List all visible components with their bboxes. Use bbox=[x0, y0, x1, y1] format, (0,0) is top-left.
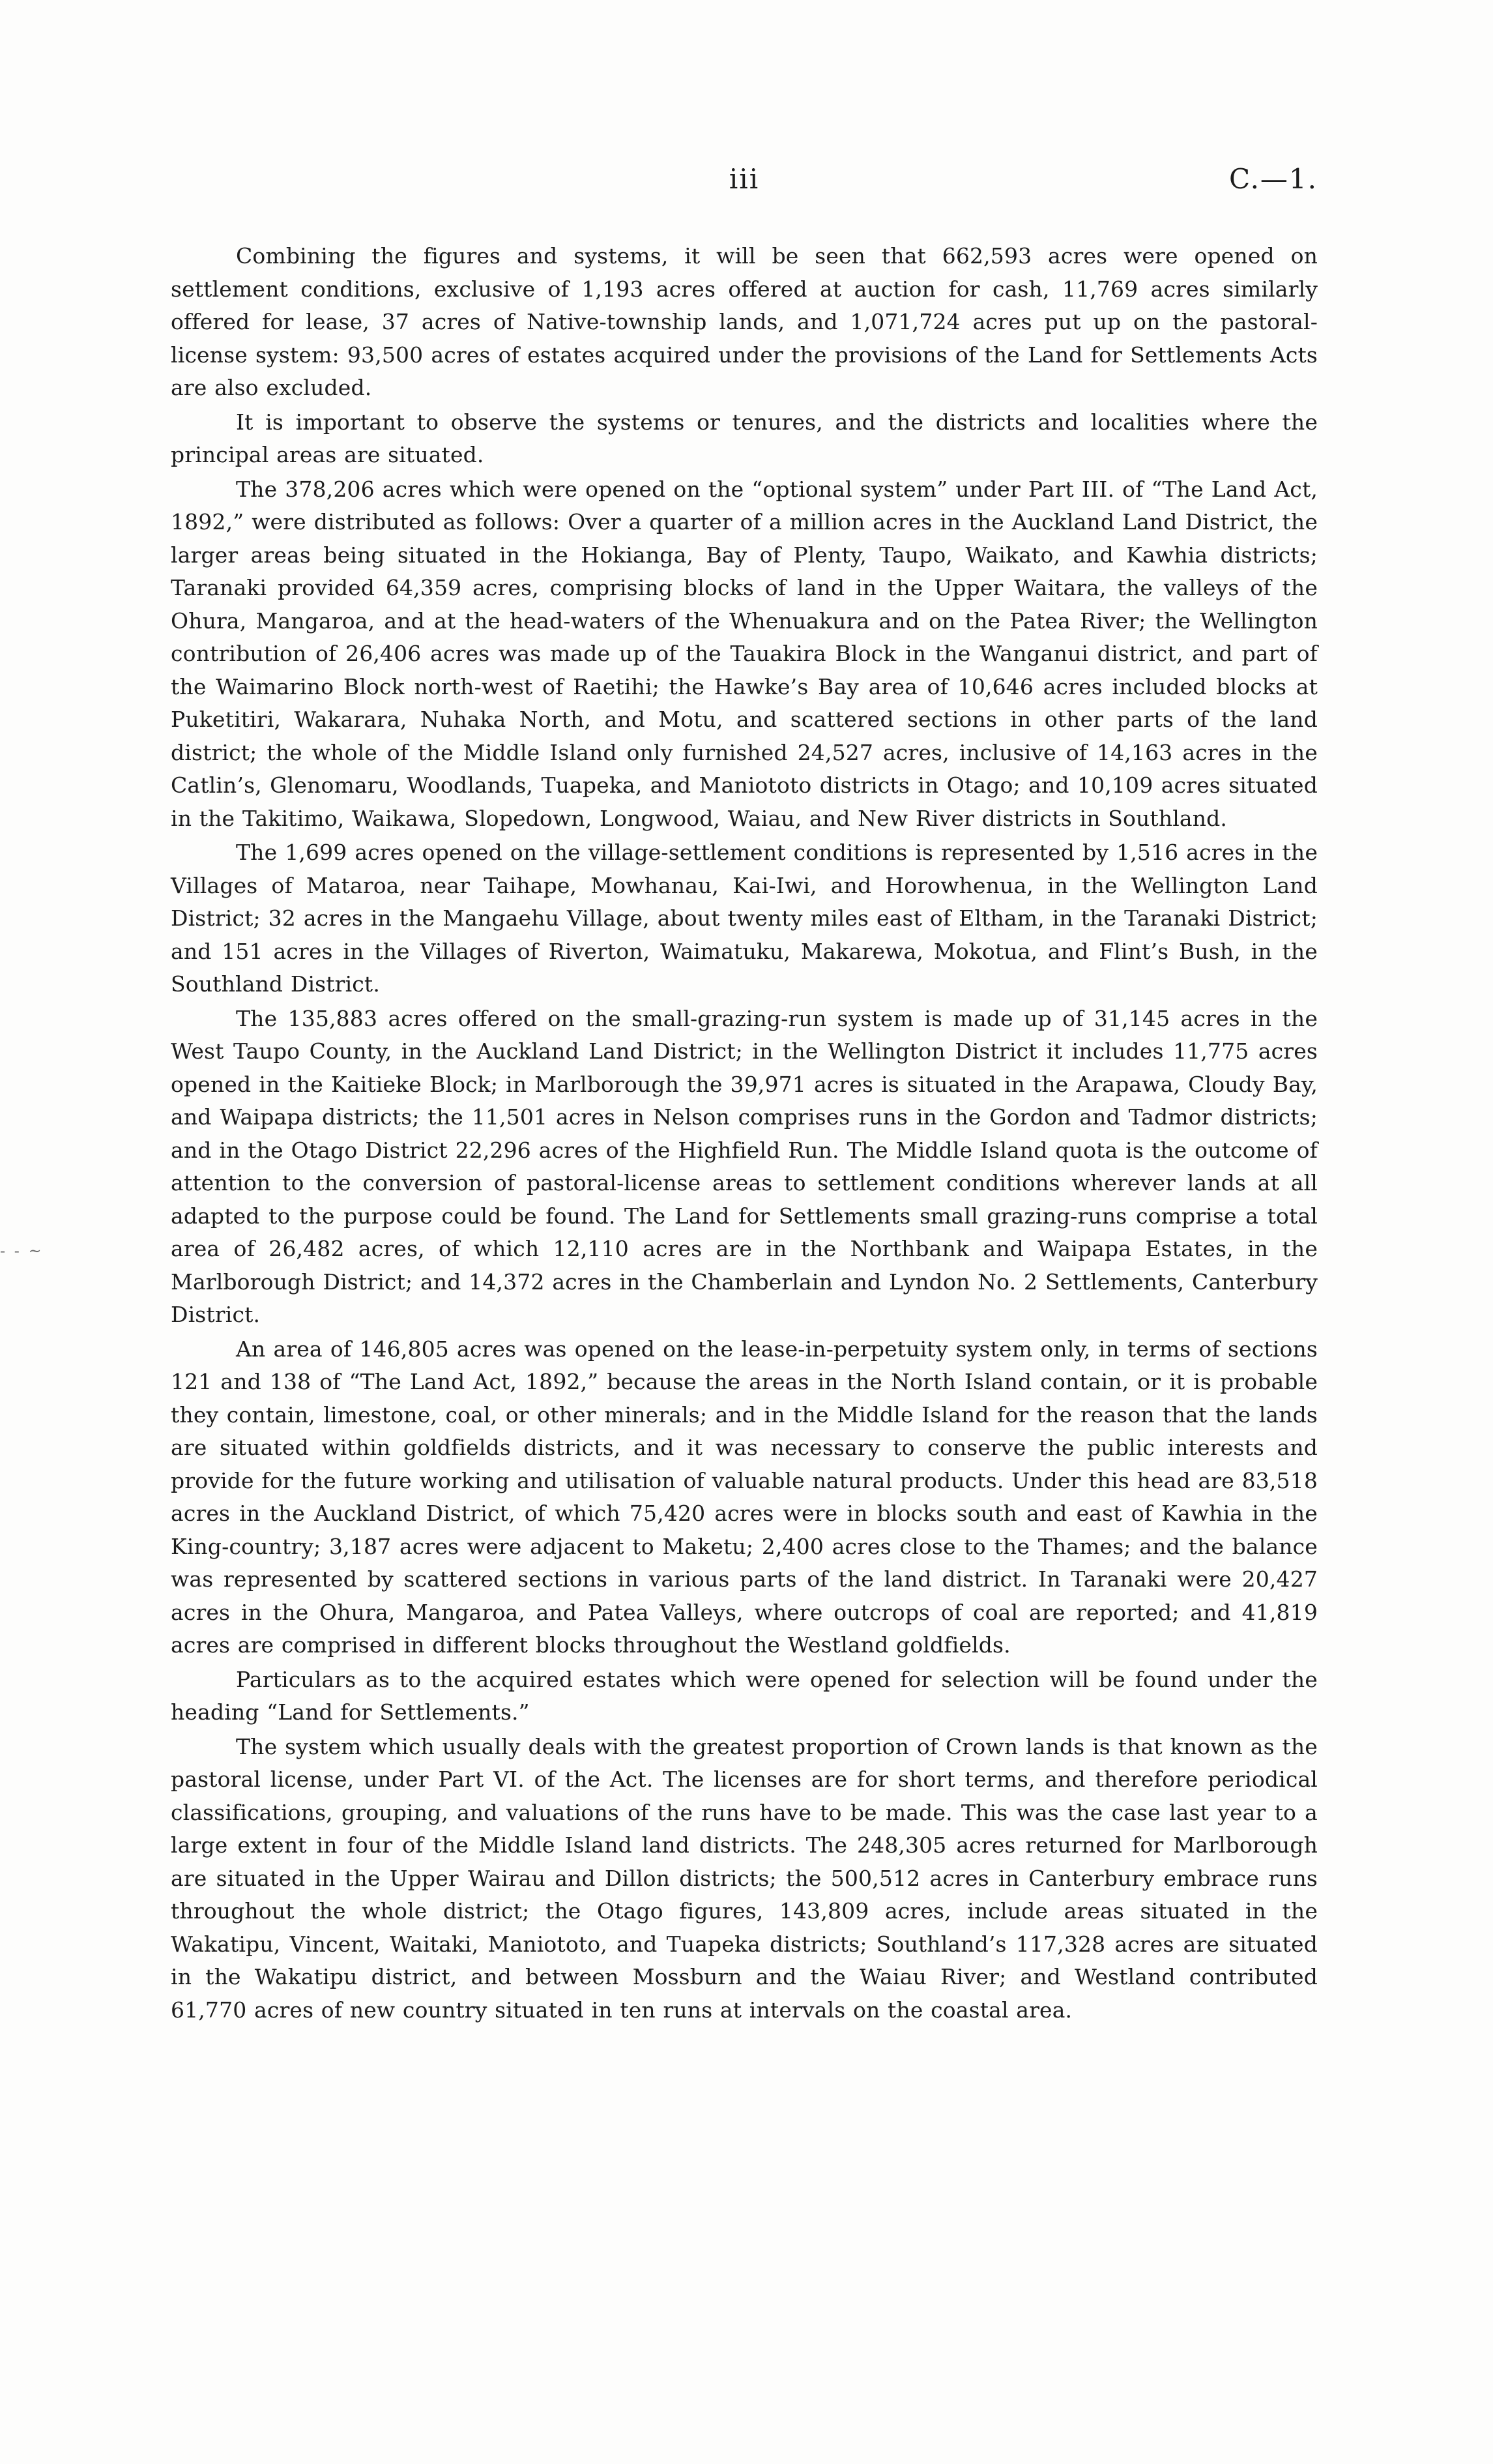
paragraph-small-grazing-run: The 135,883 acres offered on the small-grazing-run system is made up of 31,145 acres in the West Taupo County, in the Auckland Land District; in the Wellington District it includes 11,775 acres opened in the Kaitieke Block; in Marlborough the 39,971 acres is situated in the Arapawa, Cloudy Bay, and Waipapa districts; the 11,501 acres in Nelson comprises runs in the Gordon and Tadmor districts; and in the Otago District 22,296 acres of the Highfield Run. The Middle Island quota is the outcome of attention to the conversion of pastoral-license areas to settlement conditions wherever lands at all adapted to the purpose could be found. The Land for Settlements small grazing-runs comprise a total area of 26,482 acres, of which 12,110 acres are in the Northbank and Waipapa Estates, in the Marlborough District; and 14,372 acres in the Chamberlain and Lyndon No. 2 Settlements, Canterbury District. bbox=[171, 1005, 1318, 1327]
paragraph-village-settlement: The 1,699 acres opened on the village-settlement conditions is represented by 1,516 acres in the Villages of Mataroa, near Taihape, Mowhanau, Kai-Iwi, and Horowhenua, in the Wellington Land District; 32 acres in the Mangaehu Village, about twenty miles east of Eltham, in the Taranaki District; and 151 acres in the Villages of Riverton, Waimatuku, Makarewa, Mokotua, and Flint’s Bush, in the Southland District. bbox=[171, 840, 1318, 997]
paragraph-lease-in-perpetuity: An area of 146,805 acres was opened on the lease-in-perpetuity system only, in terms of sections 121 and 138 of “The Land Act, 1892,” because the areas in the North Island contain, or it is probable they contain, limestone, coal, or other minerals; and in the Middle Island for the reason that the lands are situated within goldfields districts, and it was necessary to conserve the public interests and provide for the future working and utilisation of valuable natural products. Under this head are 83,518 acres in the Auckland District, of which 75,420 acres were in blocks south and east of Kawhia in the King-country; 3,187 acres were adjacent to Maketu; 2,400 acres close to the Thames; and the balance was represented by scattered sections in various parts of the land district. In Taranaki were 20,427 acres in the Ohura, Mangaroa, and Patea Valleys, where outcrops of coal are reported; and 41,819 acres are comprised in different blocks throughout the Westland goldfields. bbox=[171, 1336, 1318, 1658]
paragraph-summary: Combining the figures and systems, it will be seen that 662,593 acres were opened on settlement conditions, exclusive of 1,193 acres offered at auction for cash, 11,769 acres similarly offered for lease, 37 acres of Native-township lands, and 1,071,724 acres put up on the pastoral-license system: 93,500 acres of estates acquired under the provisions of the Land for Settlements Acts are also excluded. bbox=[171, 243, 1318, 400]
paragraph-tenures-intro: It is important to observe the systems or tenures, and the districts and localities where the principal areas are situated. bbox=[171, 409, 1318, 467]
document-reference: C.—1. bbox=[1228, 163, 1318, 195]
paragraph-pastoral-license: The system which usually deals with the greatest proportion of Crown lands is that known as the pastoral license, under Part VI. of the Act. The licenses are for short terms, and therefore periodical classifications, grouping, and valuations of the runs have to be made. This was the case last year to a large extent in four of the Middle Island land districts. The 248,305 acres returned for Marlborough are situated in the Upper Wairau and Dillon districts; the 500,512 acres in Canterbury embrace runs throughout the whole district; the Otago figures, 143,809 acres, include areas situated in the Wakatipu, Vincent, Waitaki, Maniototo, and Tuapeka districts; Southland’s 117,328 acres are situated in the Wakatipu district, and between Mossburn and the Waiau River; and Westland contributed 61,770 acres of new country situated in ten runs at intervals on the coastal area. bbox=[171, 1733, 1318, 2023]
margin-mark: - - ~ bbox=[0, 1242, 44, 1260]
body-text bbox=[171, 240, 1318, 2028]
paragraph-acquired-estates: Particulars as to the acquired estates which were opened for selection will be found under the heading “Land for Settlements.” bbox=[171, 1666, 1318, 1725]
page-number: iii bbox=[729, 163, 760, 195]
paragraph-optional-system: The 378,206 acres which were opened on the “optional system” under Part III. of “The Land Act, 1892,” were distributed as follows: Over a quarter of a million acres in the Auckland Land District, the larger areas being situated in the Hokianga, Bay of Plenty, Taupo, Waikato, and Kawhia districts; Taranaki provided 64,359 acres, comprising blocks of land in the Upper Waitara, the valleys of the Ohura, Mangaroa, and at the head-waters of the Whenuakura and on the Patea River; the Wellington contribution of 26,406 acres was made up of the Tauakira Block in the Wanganui district, and part of the Waimarino Block north-west of Raetihi; the Hawke’s Bay area of 10,646 acres included blocks at Puketitiri, Wakarara, Nuhaka North, and Motu, and scattered sections in other parts of the land district; the whole of the Middle Island only furnished 24,527 acres, inclusive of 14,163 acres in the Catlin’s, Glenomaru, Woodlands, Tuapeka, and Maniototo districts in Otago; and 10,109 acres situated in the Takitimo, Waikawa, Slopedown, Longwood, Waiau, and New River districts in Southland. bbox=[171, 476, 1318, 831]
page-header bbox=[171, 163, 1318, 209]
